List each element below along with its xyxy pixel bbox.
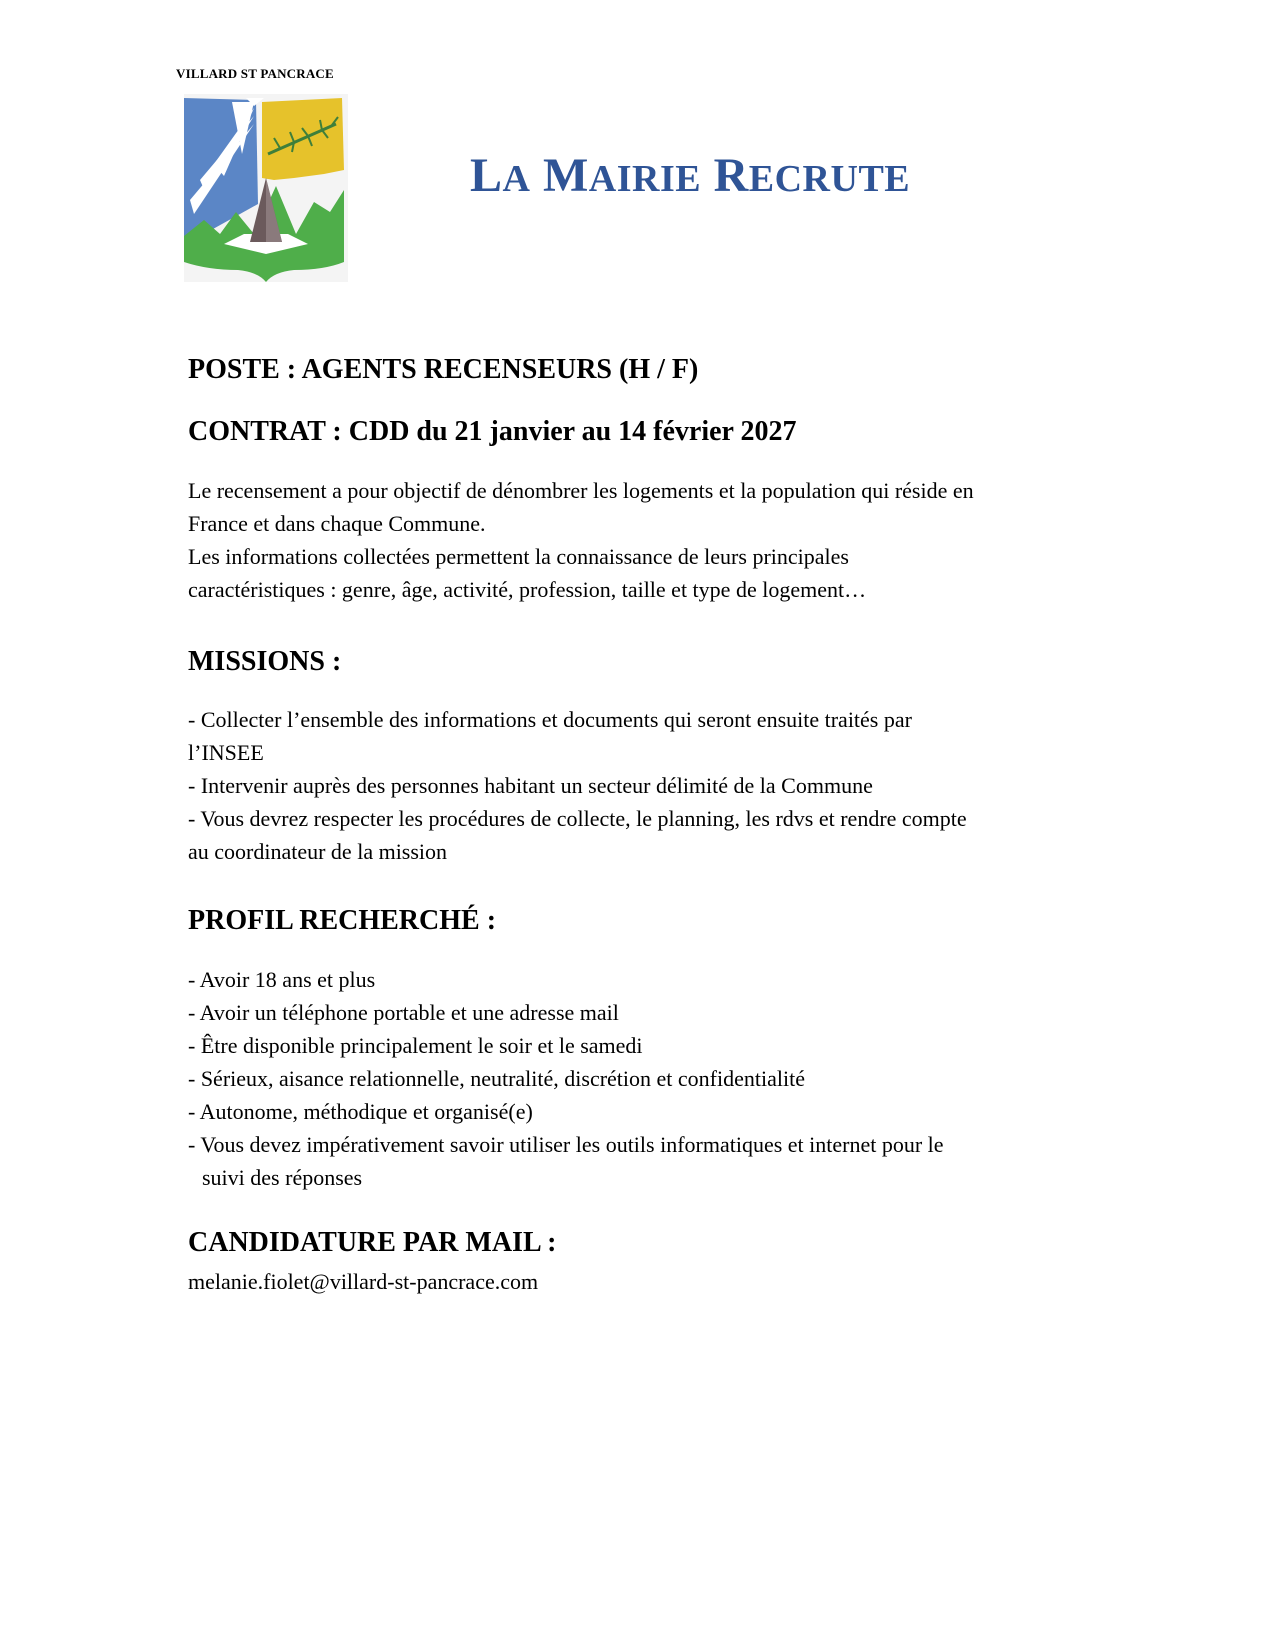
candidature-email[interactable]: melanie.fiolet@villard-st-pancrace.com [188,1269,539,1294]
list-item: - Vous devez impérativement savoir utiliser les outils informatiques et internet pour le [188,1132,944,1157]
list-item: - Être disponible principalement le soir et le samedi [188,1033,643,1058]
list-item: - Avoir 18 ans et plus [188,967,376,992]
profil-list [188,963,944,1194]
coat-of-arms-icon [184,94,348,282]
missions-list [188,703,967,868]
intro-line: Le recensement a pour objectif de dénombrer les logements et la population qui réside en [188,478,974,503]
intro-line: caractéristiques : genre, âge, activité, profession, taille et type de logement… [188,577,867,602]
missions-heading: MISSIONS : [188,646,342,677]
intro-line: France et dans chaque Commune. [188,511,486,536]
list-item: - Vous devrez respecter les procédures de collecte, le planning, les rdvs et rendre compte [188,806,967,831]
list-item: l’INSEE [188,740,264,765]
list-item: au coordinateur de la mission [188,839,448,864]
list-item: - Avoir un téléphone portable et une adresse mail [188,1000,619,1025]
contrat-heading: CONTRAT : CDD du 21 janvier au 14 février 2027 [188,416,797,447]
list-item: - Intervenir auprès des personnes habitant un secteur délimité de la Commune [188,773,873,798]
list-item: - Autonome, méthodique et organisé(e) [188,1099,533,1124]
list-item: suivi des réponses [202,1165,363,1190]
poste-heading: POSTE : AGENTS RECENSEURS (H / F) [188,354,699,385]
candidature-heading: CANDIDATURE PAR MAIL : [188,1227,557,1258]
intro-paragraph [188,474,974,606]
list-item: - Sérieux, aisance relationnelle, neutralité, discrétion et confidentialité [188,1066,805,1091]
intro-line: Les informations collectées permettent la connaissance de leurs principales [188,544,849,569]
profil-heading: PROFIL RECHERCHÉ : [188,905,497,936]
list-item: - Collecter l’ensemble des informations et documents qui seront ensuite traités par [188,707,912,732]
town-name: VILLARD ST PANCRACE [176,66,334,81]
page-title: LA MAIRIE RECRUTE [470,149,911,202]
